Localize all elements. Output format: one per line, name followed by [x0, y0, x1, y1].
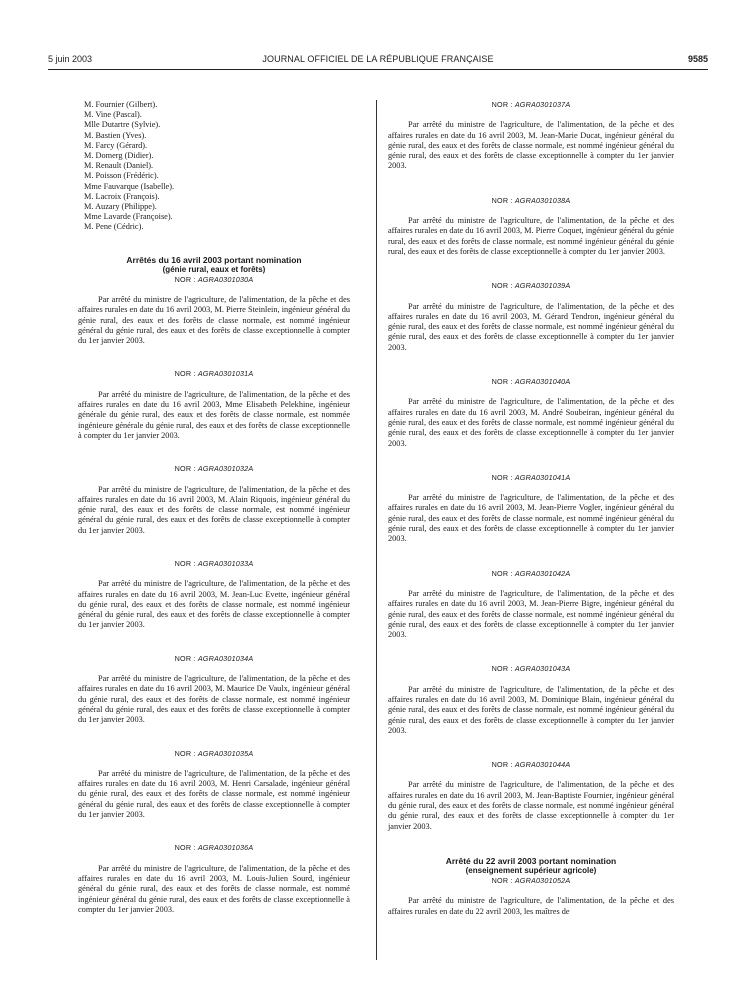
decree-text: Par arrêté du ministre de l'agriculture, de l'alimentation, de la pêche et des affaires rurales en date du 16 avril 2003, M. Jean-Marie Ducat, ingénieur général du génie rural, des eaux et des forêts de classe normale, est nommé ingénieur général du génie rural, des eaux et des forêts de classe exceptionnelle à compter du 1er janvier 2003.: [388, 120, 674, 171]
entry: [388, 760, 674, 832]
decree-text: Par arrêté du ministre de l'agriculture, de l'alimentation, de la pêche et des affaires rurales en date du 16 avril 2003, M. Pierre Coquet, ingénieur général du génie rural, des eaux et des forêts de classe normale, est nommé ingénieur général du génie rural, des eaux et des forêts de classe exceptionnelle à compter du 1er janvier 2003.: [388, 216, 674, 256]
entry: [388, 876, 674, 917]
name-item: M. Pene (Cédric).: [84, 222, 144, 232]
entry: [388, 196, 674, 257]
entry: [388, 569, 674, 641]
nor-reference: NOR : AGRA0301038A: [491, 195, 571, 205]
nor-code: AGRA0301031A: [197, 369, 254, 379]
nor-code: AGRA0301040A: [514, 377, 571, 387]
decree-text: Par arrêté du ministre de l'agriculture, de l'alimentation, de la pêche et des affaires rurales en date du 22 avril 2003, les maîtres de: [388, 896, 674, 916]
decree-text: Par arrêté du ministre de l'agriculture, de l'alimentation, de la pêche et des affaires rurales en date du 16 avril 2003, M. Maurice De Vaulx, ingénieur général du génie rural, des eaux et des forêts de classe normale, est nommé ingénieur général du génie rural, des eaux et des forêts de classe exceptionnelle à compter du 1er janvier 2003.: [78, 674, 350, 725]
decree-text: Par arrêté du ministre de l'agriculture, de l'alimentation, de la pêche et des affaires rurales en date du 16 avril 2003, M. Pierre Steinlein, ingénieur général du génie rural, des eaux et des forêts de classe normale, est nommé ingénieur général du génie rural, des eaux et des forêts de classe exceptionnelle à compter du 1er janvier 2003.: [78, 294, 350, 346]
entry: [388, 377, 674, 449]
page-header: [48, 54, 708, 70]
decree-text: Par arrêté du ministre de l'agriculture, de l'alimentation, de la pêche et des affaires rurales en date du 16 avril 2003, M. Dominique Blain, ingénieur général du génie rural, des eaux et des forêts de classe normale, est nommé ingénieur général du génie rural, des eaux et des forêts de classe exceptionnelle à compter du 1er janvier 2003.: [388, 684, 674, 735]
entry: [78, 275, 350, 347]
nor-code: AGRA0301042A: [514, 568, 571, 578]
nor-code: AGRA0301033A: [197, 558, 254, 568]
decree-text: Par arrêté du ministre de l'agriculture, de l'alimentation, de la pêche et des affaires rurales en date du 16 avril 2003, M. Jean-Baptiste Fournier, ingénieur général du génie rural, des eaux et des forêts de classe normale, est nommé ingénieur général du génie rural, des eaux et des forêts de classe exceptionnelle à compter du 1er janvier 2003.: [388, 780, 674, 831]
name-item: Mme Fauvarque (Isabelle).: [84, 181, 175, 191]
section-subtitle: (enseignement supérieur agricole): [465, 865, 597, 875]
nor-reference: NOR : AGRA0301036A: [174, 843, 254, 853]
entry: [388, 281, 674, 353]
entry: [78, 464, 350, 536]
header-date: 5 juin 2003: [48, 54, 93, 64]
nor-code: AGRA0301052A: [514, 875, 571, 885]
nor-reference: NOR : AGRA0301034A: [174, 653, 254, 663]
section-title: Arrêté du 22 avril 2003 portant nomination: [445, 855, 617, 866]
section-subtitle: (génie rural, eaux et forêts): [162, 264, 266, 274]
nor-code: AGRA0301041A: [514, 472, 571, 482]
nor-reference: NOR : AGRA0301052A: [491, 875, 571, 885]
nor-code: AGRA0301039A: [514, 281, 571, 291]
nor-reference: NOR : AGRA0301030A: [174, 274, 254, 284]
nor-code: AGRA0301038A: [514, 195, 571, 205]
decree-text: Par arrêté du ministre de l'agriculture, de l'alimentation, de la pêche et des affaires rurales en date du 16 avril 2003, M. Alain Riquois, ingénieur général du génie rural, des eaux et des forêts de classe normale, est nommé ingénieur général du génie rural, des eaux et des forêts de classe exceptionnelle à compter du 1er janvier 2003.: [78, 484, 350, 535]
name-item: M. Domerg (Didier).: [84, 151, 154, 161]
name-item: M. Vine (Pascal).: [84, 110, 142, 120]
nor-reference: NOR : AGRA0301043A: [491, 664, 571, 674]
entry: [78, 369, 350, 441]
left-column: [78, 100, 350, 915]
decree-text: Par arrêté du ministre de l'agriculture, de l'alimentation, de la pêche et des affaires rurales en date du 16 avril 2003, M. Gérard Tendron, ingénieur général du génie rural, des eaux et des forêts de classe normale, est nommé ingénieur général du génie rural, des eaux et des forêts de classe exceptionnelle à compter du 1er janvier 2003.: [388, 301, 674, 352]
name-item: M. Renault (Daniel).: [84, 161, 154, 171]
nor-reference: NOR : AGRA0301031A: [174, 369, 254, 379]
entry: [78, 654, 350, 726]
nor-code: AGRA0301034A: [197, 653, 254, 663]
nor-code: AGRA0301043A: [514, 664, 571, 674]
nor-reference: NOR : AGRA0301041A: [491, 472, 571, 482]
decree-text: Par arrêté du ministre de l'agriculture, de l'alimentation, de la pêche et des affaires rurales en date du 16 avril 2003, M. Jean-Pierre Vogler, ingénieur général du génie rural, des eaux et des forêts de classe normale, est nommé ingénieur général du génie rural, des eaux et des forêts de classe exceptionnelle à compter du 1er janvier 2003.: [388, 493, 674, 544]
decree-text: Par arrêté du ministre de l'agriculture, de l'alimentation, de la pêche et des affaires rurales en date du 16 avril 2003, M. Louis-Julien Sourd, ingénieur général du génie rural, des eaux et des forêts de classe normale, est nommé ingénieur général du génie rural, des eaux et des forêts de classe exceptionnelle à compter du 1er janvier 2003.: [78, 863, 350, 914]
nor-reference: NOR : AGRA0301040A: [491, 377, 571, 387]
nor-reference: NOR : AGRA0301032A: [174, 464, 254, 474]
name-item: Mme Lavarde (Françoise).: [84, 212, 173, 222]
nor-reference: NOR : AGRA0301037A: [491, 100, 571, 109]
entry: [78, 559, 350, 631]
nor-code: AGRA0301044A: [514, 760, 571, 770]
header-rule: [48, 69, 708, 70]
entry: [388, 473, 674, 545]
section-title: Arrêtés du 16 avril 2003 portant nomination: [126, 254, 302, 265]
nor-code: AGRA0301036A: [197, 843, 254, 853]
name-item: M. Fournier (Gilbert).: [84, 100, 158, 109]
name-item: M. Lacroix (François).: [84, 191, 160, 201]
decree-text: Par arrêté du ministre de l'agriculture, de l'alimentation, de la pêche et des affaires rurales en date du 16 avril 2003, M. André Soubeiran, ingénieur général du génie rural, des eaux et des forêts de classe normale, est nommé ingénieur général du génie rural, des eaux et des forêts de classe exceptionnelle à compter du 1er janvier 2003.: [388, 397, 674, 448]
journal-title: JOURNAL OFFICIEL DE LA RÉPUBLIQUE FRANÇAISE: [262, 54, 494, 64]
right-column: [388, 100, 674, 917]
decree-text: Par arrêté du ministre de l'agriculture, de l'alimentation, de la pêche et des affaires rurales en date du 16 avril 2003, M. Jean-Pierre Bigre, ingénieur général du génie rural, des eaux et des forêts de classe normale, est nommé ingénieur général du génie rural, des eaux et des forêts de classe exceptionnelle à compter du 1er janvier 2003.: [388, 588, 674, 640]
column-divider: [376, 100, 377, 960]
nor-code: AGRA0301037A: [514, 100, 571, 109]
nor-code: AGRA0301035A: [197, 748, 254, 758]
nor-reference: NOR : AGRA0301035A: [174, 748, 254, 758]
name-item: M. Bastien (Yves).: [84, 130, 147, 140]
name-list: [84, 100, 350, 233]
page-number: 9585: [687, 54, 708, 64]
nor-code: AGRA0301032A: [197, 464, 254, 474]
nor-reference: NOR : AGRA0301042A: [491, 568, 571, 578]
name-item: M. Farcy (Gérard).: [84, 140, 148, 150]
decree-text: Par arrêté du ministre de l'agriculture, de l'alimentation, de la pêche et des affaires rurales en date du 16 avril 2003, Mme Elisabeth Pelekhine, ingénieur générale du génie rural, des eaux et des forêts de classe normale, est nommée ingénieure générale du génie rural, des eaux et des forêts de classe exceptionnelle à compter du 1er janvier 2003.: [78, 389, 350, 440]
nor-code: AGRA0301030A: [197, 274, 254, 284]
name-item: Mlle Dutartre (Sylvie).: [84, 120, 161, 130]
decree-text: Par arrêté du ministre de l'agriculture, de l'alimentation, de la pêche et des affaires rurales en date du 16 avril 2003, M. Henri Carsalade, ingénieur général du génie rural, des eaux et des forêts de classe normale, est nommé ingénieur général du génie rural, des eaux et des forêts de classe exceptionnelle à compter du 1er janvier 2003.: [78, 768, 350, 820]
entry: [388, 100, 674, 172]
decree-text: Par arrêté du ministre de l'agriculture, de l'alimentation, de la pêche et des affaires rurales en date du 16 avril 2003, M. Jean-Luc Evette, ingénieur général du génie rural, des eaux et des forêts de classe normale, est nommé ingénieur général du génie rural, des eaux et des forêts de classe exceptionnelle à compter du 1er janvier 2003.: [78, 579, 350, 630]
nor-reference: NOR : AGRA0301039A: [491, 281, 571, 291]
entry: [78, 749, 350, 821]
nor-reference: NOR : AGRA0301033A: [174, 558, 254, 568]
entry: [388, 664, 674, 736]
name-item: M. Poisson (Frédéric).: [84, 171, 159, 181]
name-item: M. Auzary (Philippe).: [84, 202, 157, 212]
entry: [78, 843, 350, 915]
nor-reference: NOR : AGRA0301044A: [491, 760, 571, 770]
